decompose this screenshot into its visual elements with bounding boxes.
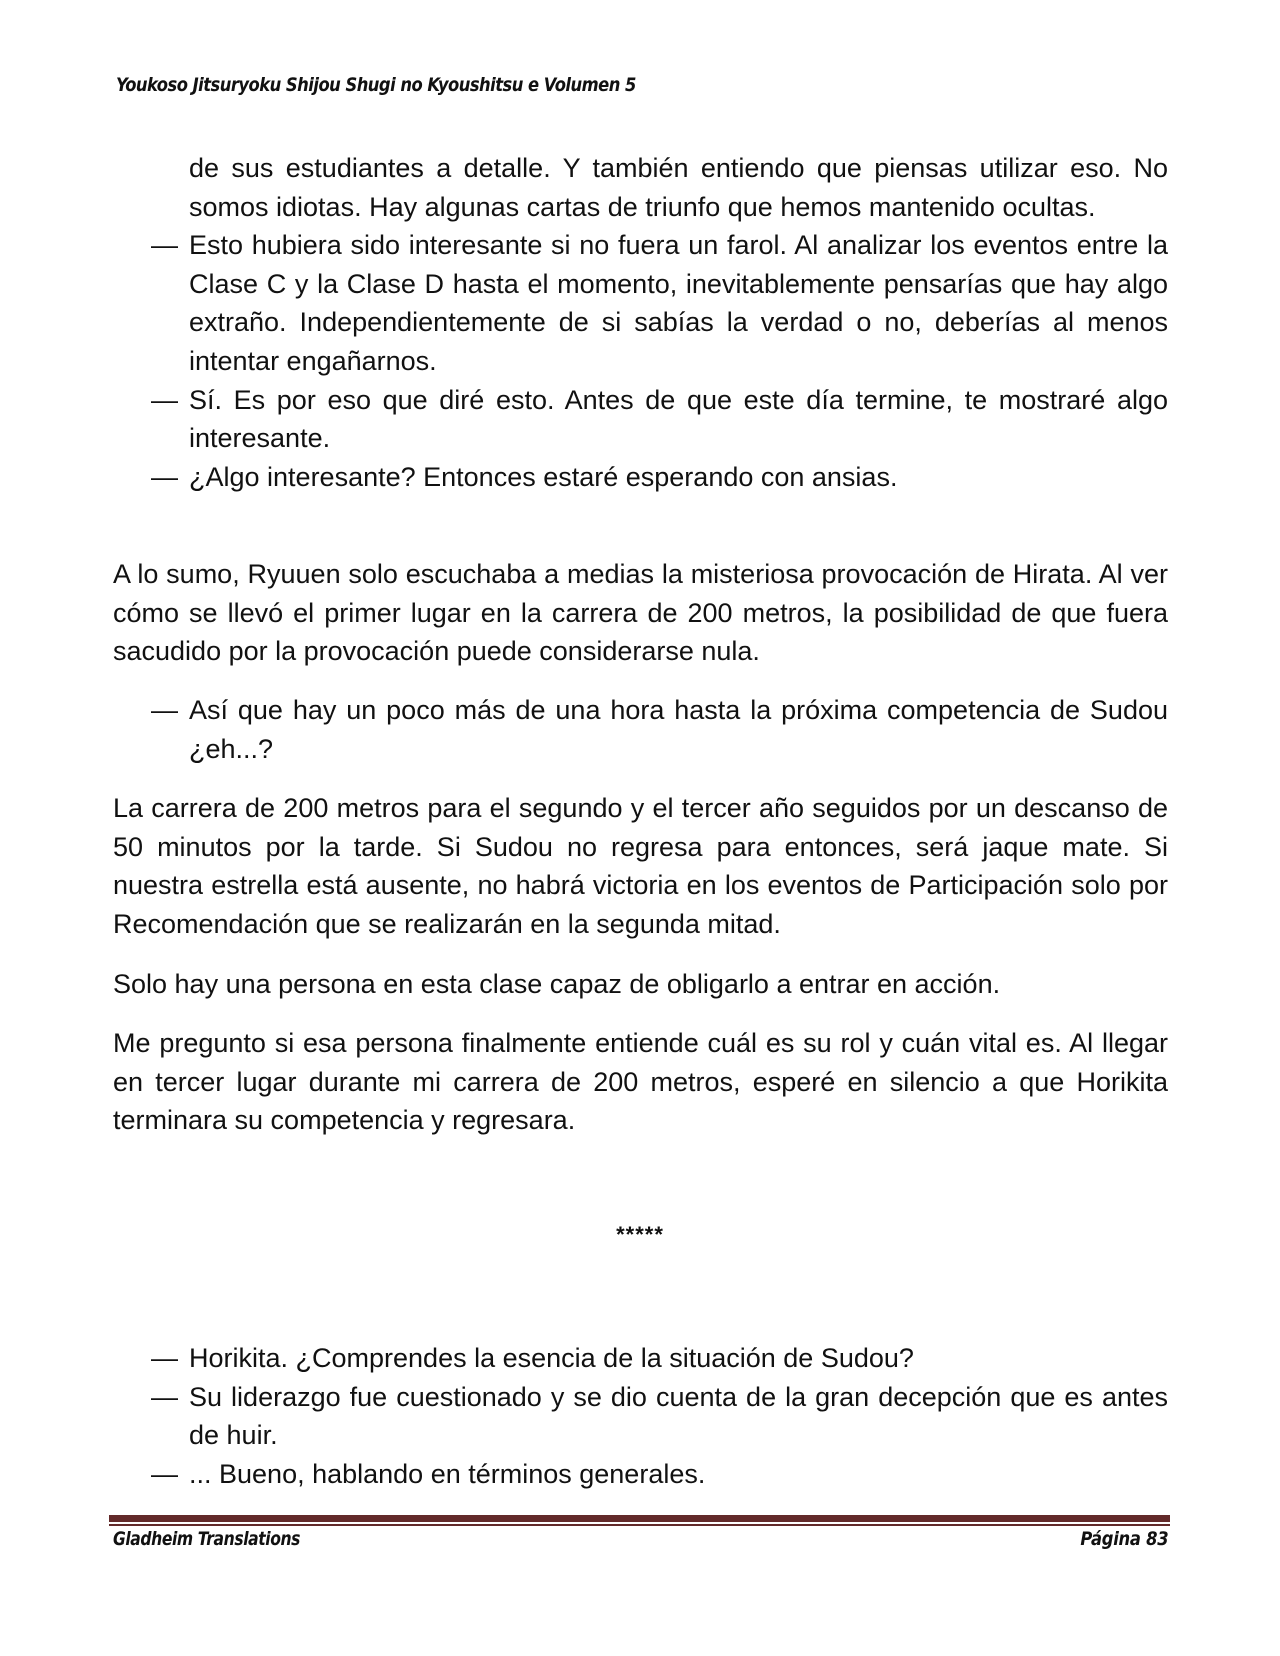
running-header: Youkoso Jitsuryoku Shijou Shugi no Kyoushitsu e Volumen 5 bbox=[116, 74, 636, 96]
paragraph-text: Me pregunto si esa persona finalmente entiende cuál es su rol y cuán vital es. Al llegar en tercer lugar durante mi carrera de 200 metros, esperé en silencio a que Horikita terminara su competencia y regresara. bbox=[113, 1028, 1168, 1136]
dialogue-text: Sí. Es por eso que diré esto. Antes de que este día termine, te mostraré algo interesante. bbox=[189, 384, 1168, 454]
paragraph-4 bbox=[113, 1024, 1168, 1140]
paragraph-text: La carrera de 200 metros para el segundo y el tercer año seguidos por un descanso de 50 minutos por la tarde. Si Sudou no regresa para entonces, será jaque mate. Si nuestra estrella está ausente, no habrá victoria en los eventos de Participación solo por Recomendación que se realizarán en la segunda mitad. bbox=[113, 793, 1168, 939]
em-dash: — bbox=[151, 384, 178, 415]
dialogue-text: Su liderazgo fue cuestionado y se dio cuenta de la gran decepción que es antes de huir. bbox=[189, 1381, 1168, 1451]
dialogue-text: ¿Algo interesante? Entonces estaré esperando con ansias. bbox=[189, 461, 898, 492]
em-dash: — bbox=[151, 1458, 178, 1489]
section-1 bbox=[113, 149, 1168, 496]
footer-rule-thin bbox=[109, 1524, 1170, 1526]
dialogue-line bbox=[113, 1339, 1168, 1378]
dialogue-text: ... Bueno, hablando en términos generales. bbox=[189, 1458, 706, 1489]
dialogue-line bbox=[113, 458, 1168, 497]
footer-rule-thick bbox=[109, 1515, 1170, 1522]
em-dash: — bbox=[151, 1381, 178, 1412]
em-dash: — bbox=[151, 695, 178, 725]
paragraph-3 bbox=[113, 965, 1168, 1004]
scene-separator: ***** bbox=[616, 1222, 664, 1247]
dialogue-line bbox=[113, 381, 1168, 458]
dialogue-text: Esto hubiera sido interesante si no fuera un farol. Al analizar los eventos entre la Clase C y la Clase D hasta el momento, inevitablemente pensarías que hay algo extraño. Independientemente de si sabías la verdad o no, deberías al menos intentar engañarnos. bbox=[189, 230, 1168, 376]
section-2 bbox=[113, 1339, 1168, 1493]
dialogue-text: Horikita. ¿Comprendes la esencia de la situación de Sudou? bbox=[189, 1343, 914, 1373]
paragraph-1 bbox=[113, 555, 1168, 671]
paragraph-text: A lo sumo, Ryuuen solo escuchaba a medias la misteriosa provocación de Hirata. Al ver cómo se llevó el primer lugar en la carrera de 200 metros, la posibilidad de que fuera sacudido por la provocación puede considerarse nula. bbox=[113, 559, 1168, 667]
dialogue-line bbox=[113, 691, 1168, 768]
em-dash: — bbox=[151, 461, 178, 492]
paragraph-text: Solo hay una persona en esta clase capaz de obligarlo a entrar en acción. bbox=[113, 969, 1001, 999]
footer-credit: Gladheim Translations bbox=[113, 1528, 301, 1550]
dialogue-line bbox=[113, 1378, 1168, 1455]
dialogue-line bbox=[113, 226, 1168, 380]
dialogue-text: Así que hay un poco más de una hora hasta la próxima competencia de Sudou ¿eh...? bbox=[189, 695, 1168, 764]
page-number: Página 83 bbox=[1079, 1528, 1168, 1550]
dialogue-line bbox=[113, 1455, 1168, 1494]
dialogue-continuation: de sus estudiantes a detalle. Y también entiendo que piensas utilizar eso. No somos idiotas. Hay algunas cartas de triunfo que hemos mantenido ocultas. bbox=[189, 153, 1168, 222]
dialogue-2 bbox=[113, 691, 1168, 768]
em-dash: — bbox=[151, 1343, 178, 1373]
paragraph-2 bbox=[113, 789, 1168, 943]
em-dash: — bbox=[151, 230, 178, 261]
